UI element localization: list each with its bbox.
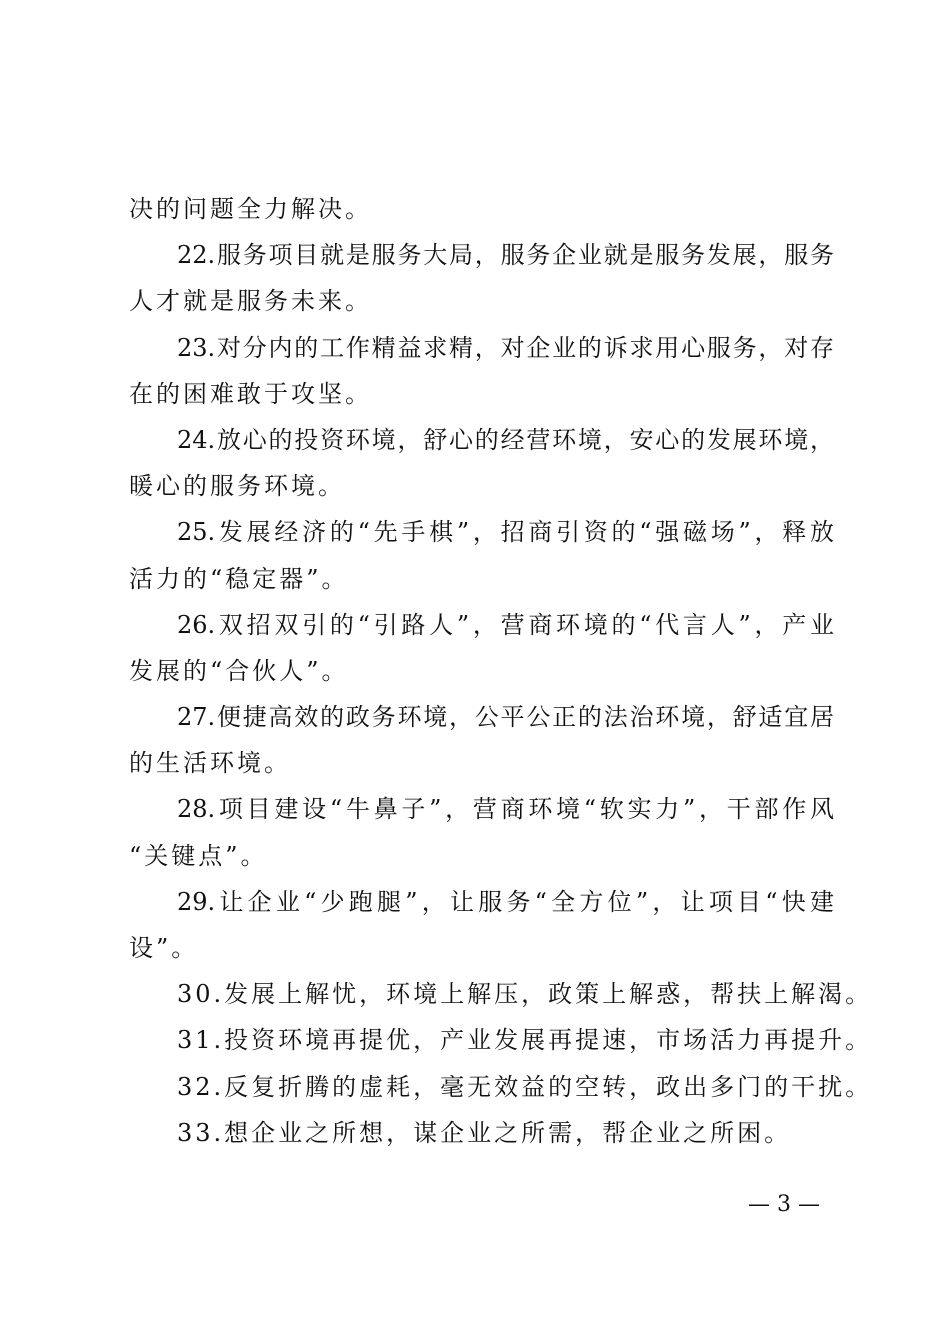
text-line: 32.反复折腾的虚耗，毫无效益的空转，政出多门的干扰。 — [177, 1072, 873, 1101]
text-line: 发展的“合伙人”。 — [129, 656, 349, 685]
text-line: 31.投资环境再提优，产业发展再提速，市场活力再提升。 — [177, 1026, 873, 1055]
text-line: 25.发展经济的“先手棋”，招商引资的“强磁场”，释放 — [177, 518, 834, 547]
text-line: 在的困难敢于攻坚。 — [129, 379, 372, 408]
text-line: 28.项目建设“牛鼻子”，营商环境“软实力”，干部作风 — [177, 795, 834, 824]
text-line: 设”。 — [129, 934, 199, 962]
text-line: 30.发展上解忧，环境上解压，政策上解惑，帮扶上解渴。 — [177, 980, 873, 1009]
text-line: 暖心的服务环境。 — [129, 472, 345, 501]
text-line: 决的问题全力解决。 — [129, 195, 372, 223]
body-text — [129, 186, 873, 1156]
text-line: 24.放心的投资环境，舒心的经营环境，安心的发展环境， — [177, 425, 834, 454]
text-line: 27.便捷高效的政务环境，公平公正的法治环境，舒适宜居 — [177, 703, 834, 732]
text-line: 活力的“稳定器”。 — [129, 564, 349, 593]
text-line: 26.双招双引的“引路人”，营商环境的“代言人”，产业 — [177, 610, 834, 639]
text-line: 23.对分内的工作精益求精，对企业的诉求用心服务，对存 — [177, 333, 834, 362]
text-line: 22.服务项目就是服务大局，服务企业就是服务发展，服务 — [177, 241, 834, 270]
text-line: 29.让企业“少跑腿”，让服务“全方位”，让项目“快建 — [177, 887, 834, 916]
page-number: — 3 — — [748, 1192, 820, 1217]
text-line: 人才就是服务未来。 — [129, 287, 372, 316]
text-line: 33.想企业之所想，谋企业之所需，帮企业之所困。 — [177, 1118, 792, 1147]
text-line: “关键点”。 — [129, 841, 268, 870]
text-line: 的生活环境。 — [129, 749, 291, 778]
